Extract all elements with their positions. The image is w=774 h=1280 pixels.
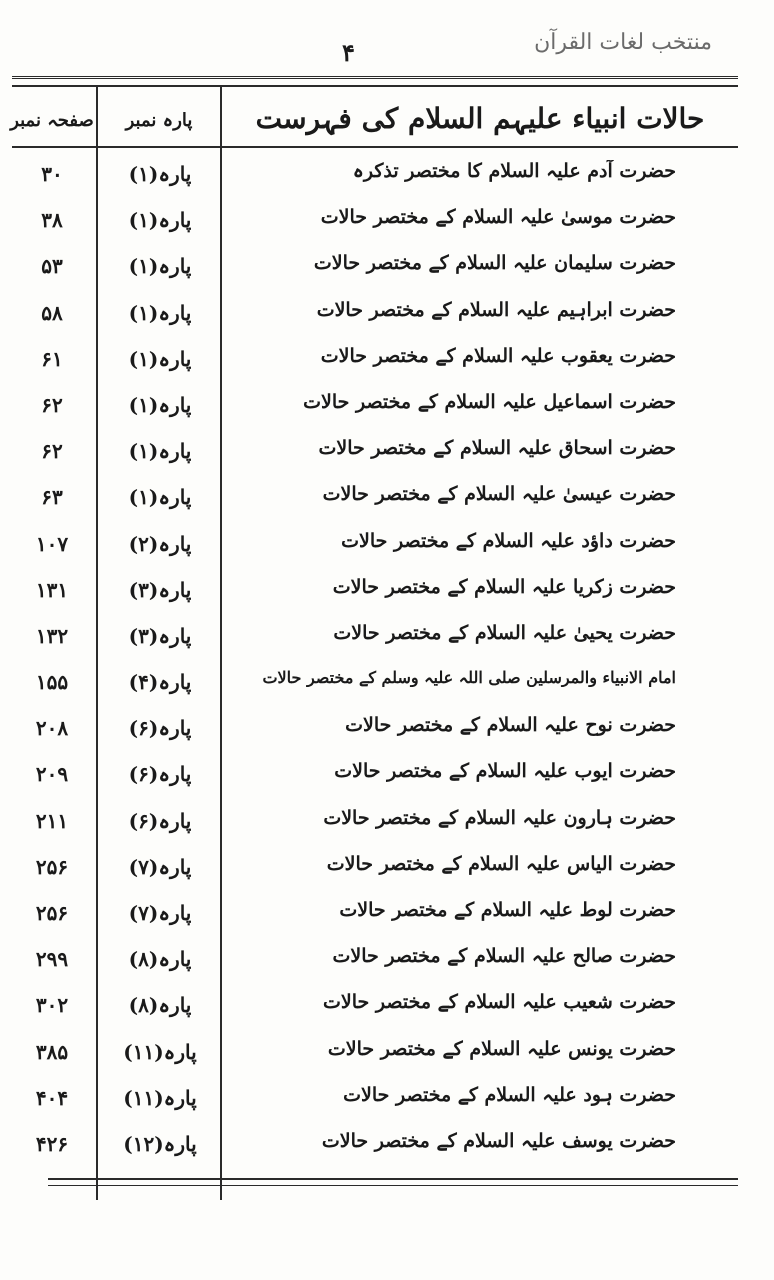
table-row — [0, 889, 774, 935]
para-number: پارہ(۳) — [128, 577, 192, 602]
prophet-entry-title: حضرت اسماعیل علیہ السلام کے مختصر حالات — [303, 390, 676, 413]
prophet-entry-title: حضرت ابراہیم علیہ السلام کے مختصر حالات — [316, 298, 676, 321]
para-number: پارہ(۱۲) — [123, 1131, 197, 1156]
top-rule — [12, 76, 738, 87]
para-number: پارہ(۲) — [128, 531, 192, 556]
table-row — [0, 381, 774, 427]
header-rule — [12, 146, 738, 148]
para-number: پارہ(۴) — [128, 670, 192, 695]
para-number: پارہ(۶) — [128, 762, 192, 787]
prophet-entry-title: حضرت یونس علیہ السلام کے مختصر حالات — [327, 1037, 676, 1060]
page-column-header: صفحہ نمبر — [10, 110, 94, 131]
table-row — [0, 520, 774, 566]
page-number-cell: ۲۰۸ — [35, 716, 69, 741]
para-number: پارہ(۱) — [128, 208, 192, 233]
table-row — [0, 612, 774, 658]
table-row — [0, 797, 774, 843]
para-column-header: پارہ نمبر — [125, 110, 193, 131]
table-title-header: حالات انبیاء علیہم السلام کی فہرست — [255, 102, 705, 135]
prophet-entry-title: حضرت یحییٰ علیہ السلام کے مختصر حالات — [333, 621, 676, 644]
para-number: پارہ(۱) — [128, 254, 192, 279]
prophet-entry-title: حضرت داؤد علیہ السلام کے مختصر حالات — [341, 529, 676, 552]
para-number: پارہ(۸) — [128, 947, 192, 972]
table-row — [0, 843, 774, 889]
table-row — [0, 242, 774, 288]
page-number-cell: ۳۰ — [41, 162, 63, 186]
para-number: پارہ(۱) — [128, 392, 192, 417]
para-number: پارہ(۶) — [128, 808, 192, 833]
prophet-entry-title: حضرت سلیمان علیہ السلام کے مختصر حالات — [313, 252, 676, 275]
table-row — [0, 196, 774, 242]
table-row — [0, 1074, 774, 1120]
table-row — [0, 335, 774, 381]
table-row — [0, 473, 774, 519]
para-number: پارہ(۱) — [128, 439, 192, 464]
table-row — [0, 658, 774, 704]
table-row — [0, 704, 774, 750]
prophet-entry-title: امام الانبیاء والمرسلین صلی اللہ علیہ وسلم کے مختصر حالات — [262, 668, 676, 688]
para-number: پارہ(۸) — [128, 993, 192, 1018]
page-number-cell: ۶۲ — [41, 392, 63, 417]
para-number: پارہ(۱) — [128, 300, 192, 325]
table-row — [0, 566, 774, 612]
prophet-entry-title: حضرت صالح علیہ السلام کے مختصر حالات — [332, 945, 676, 968]
para-number: پارہ(۱۱) — [123, 1039, 197, 1064]
table-row — [0, 935, 774, 981]
para-number: پارہ(۷) — [128, 854, 192, 879]
page-number-cell: ۱۳۱ — [35, 577, 69, 602]
prophet-entry-title: حضرت آدم علیہ السلام کا مختصر تذکرہ — [352, 160, 676, 182]
page-number-cell: ۲۰۹ — [35, 762, 69, 787]
prophet-entry-title: حضرت نوح علیہ السلام کے مختصر حالات — [345, 714, 676, 737]
prophet-entry-title: حضرت عیسیٰ علیہ السلام کے مختصر حالات — [322, 483, 676, 506]
table-row — [0, 1028, 774, 1074]
page-number-cell: ۲۱۱ — [35, 808, 69, 833]
para-number: پارہ(۶) — [128, 716, 192, 741]
page-number-cell: ۵۳ — [41, 254, 63, 279]
para-number: پارہ(۷) — [128, 901, 192, 925]
para-number: پارہ(۱) — [128, 346, 192, 371]
running-title: منتخب لغات القرآن — [534, 30, 712, 55]
page-number: ۴ — [342, 38, 355, 67]
prophet-entry-title: حضرت الیاس علیہ السلام کے مختصر حالات — [326, 852, 676, 875]
prophet-entry-title: حضرت شعیب علیہ السلام کے مختصر حالات — [323, 991, 676, 1014]
table-row — [0, 750, 774, 796]
para-number: پارہ(۱) — [128, 485, 192, 510]
prophet-entry-title: حضرت لوط علیہ السلام کے مختصر حالات — [339, 899, 676, 921]
table-row — [0, 981, 774, 1027]
table-row — [0, 427, 774, 473]
para-number: پارہ(۱۱) — [123, 1085, 197, 1110]
table-row — [0, 289, 774, 335]
prophet-entry-title: حضرت ہارون علیہ السلام کے مختصر حالات — [323, 806, 676, 829]
page-number-cell: ۵۸ — [41, 300, 63, 325]
bottom-rule — [48, 1178, 738, 1186]
page-number-cell: ۳۰۲ — [35, 993, 69, 1018]
prophet-entry-title: حضرت ایوب علیہ السلام کے مختصر حالات — [334, 760, 676, 783]
prophet-entry-title: حضرت یعقوب علیہ السلام کے مختصر حالات — [320, 344, 676, 367]
page-number-cell: ۲۵۶ — [35, 854, 69, 879]
para-number: پارہ(۳) — [128, 623, 192, 648]
prophet-entry-title: حضرت زکریا علیہ السلام کے مختصر حالات — [332, 575, 676, 598]
page-number-cell: ۱۳۲ — [35, 623, 69, 648]
page-number-cell: ۶۱ — [41, 346, 63, 371]
prophet-entry-title: حضرت یوسف علیہ السلام کے مختصر حالات — [321, 1129, 676, 1152]
page-number-cell: ۲۵۶ — [35, 901, 69, 925]
prophet-entry-title: حضرت ہود علیہ السلام کے مختصر حالات — [343, 1083, 676, 1106]
prophet-entry-title: حضرت اسحاق علیہ السلام کے مختصر حالات — [318, 437, 676, 460]
page-number-cell: ۴۰۴ — [35, 1085, 69, 1110]
para-number: پارہ(۱) — [128, 162, 192, 186]
page-number-cell: ۴۲۶ — [35, 1131, 69, 1156]
prophet-entry-title: حضرت موسیٰ علیہ السلام کے مختصر حالات — [320, 206, 676, 229]
page-number-cell: ۶۳ — [41, 485, 63, 510]
table-row — [0, 1120, 774, 1166]
page-number-cell: ۳۸۵ — [35, 1039, 69, 1064]
page-number-cell: ۲۹۹ — [35, 947, 69, 972]
table-row — [0, 150, 774, 196]
index-table-body — [0, 150, 774, 1166]
page-number-cell: ۱۵۵ — [35, 670, 69, 695]
page-number-cell: ۱۰۷ — [35, 531, 69, 556]
page-number-cell: ۳۸ — [41, 208, 63, 233]
page-number-cell: ۶۲ — [41, 439, 63, 464]
